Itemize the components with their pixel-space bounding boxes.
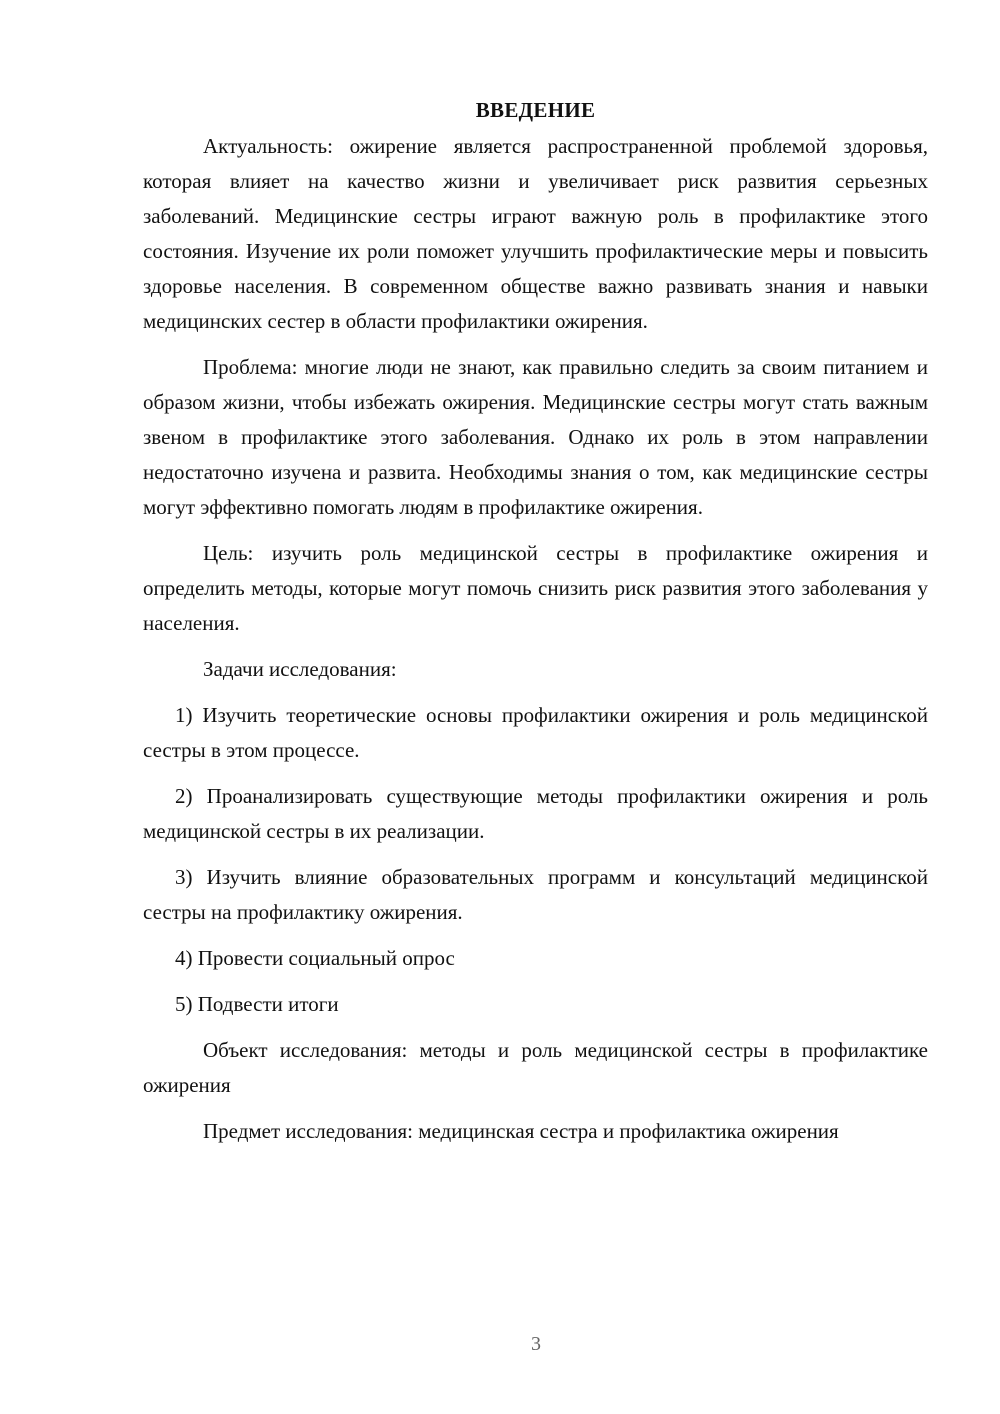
paragraph-subject: Предмет исследования: медицинская сестра и профилактика ожирения <box>203 1119 839 1143</box>
task-item-3: 3) Изучить влияние образовательных программ и консультаций медицинской сестры на профилактику ожирения. <box>143 865 928 924</box>
page-title: ВВЕДЕНИЕ <box>475 98 596 122</box>
paragraph-object: Объект исследования: методы и роль медицинской сестры в профилактике ожирения <box>143 1038 928 1097</box>
page-number: 3 <box>531 1333 541 1355</box>
task-item-5: 5) Подвести итоги <box>175 992 339 1016</box>
task-item-2: 2) Проанализировать существующие методы профилактики ожирения и роль медицинской сестры в их реализации. <box>143 784 928 843</box>
paragraph-problem: Проблема: многие люди не знают, как правильно следить за своим питанием и образом жизни, чтобы избежать ожирения. Медицинские сестры могут стать важным звеном в профилактике этого заболевания. Однако их роль в этом направлении недостаточно изучена и развита. Необходимы знания о том, как медицинские сестры могут эффективно помогать людям в профилактике ожирения. <box>143 355 928 519</box>
paragraph-goal: Цель: изучить роль медицинской сестры в профилактике ожирения и определить методы, которые могут помочь снизить риск развития этого заболевания у населения. <box>143 541 928 635</box>
paragraph-relevance: Актуальность: ожирение является распространенной проблемой здоровья, которая влияет на качество жизни и увеличивает риск развития серьезных заболеваний. Медицинские сестры играют важную роль в профилактике этого состояния. Изучение их роли поможет улучшить профилактические меры и повысить здоровье населения. В современном обществе важно развивать знания и навыки медицинских сестер в области профилактики ожирения. <box>143 134 928 333</box>
tasks-heading: Задачи исследования: <box>203 657 397 681</box>
task-item-4: 4) Провести социальный опрос <box>175 946 455 970</box>
document-page <box>143 95 928 1160</box>
task-item-1: 1) Изучить теоретические основы профилактики ожирения и роль медицинской сестры в этом процессе. <box>143 703 928 762</box>
